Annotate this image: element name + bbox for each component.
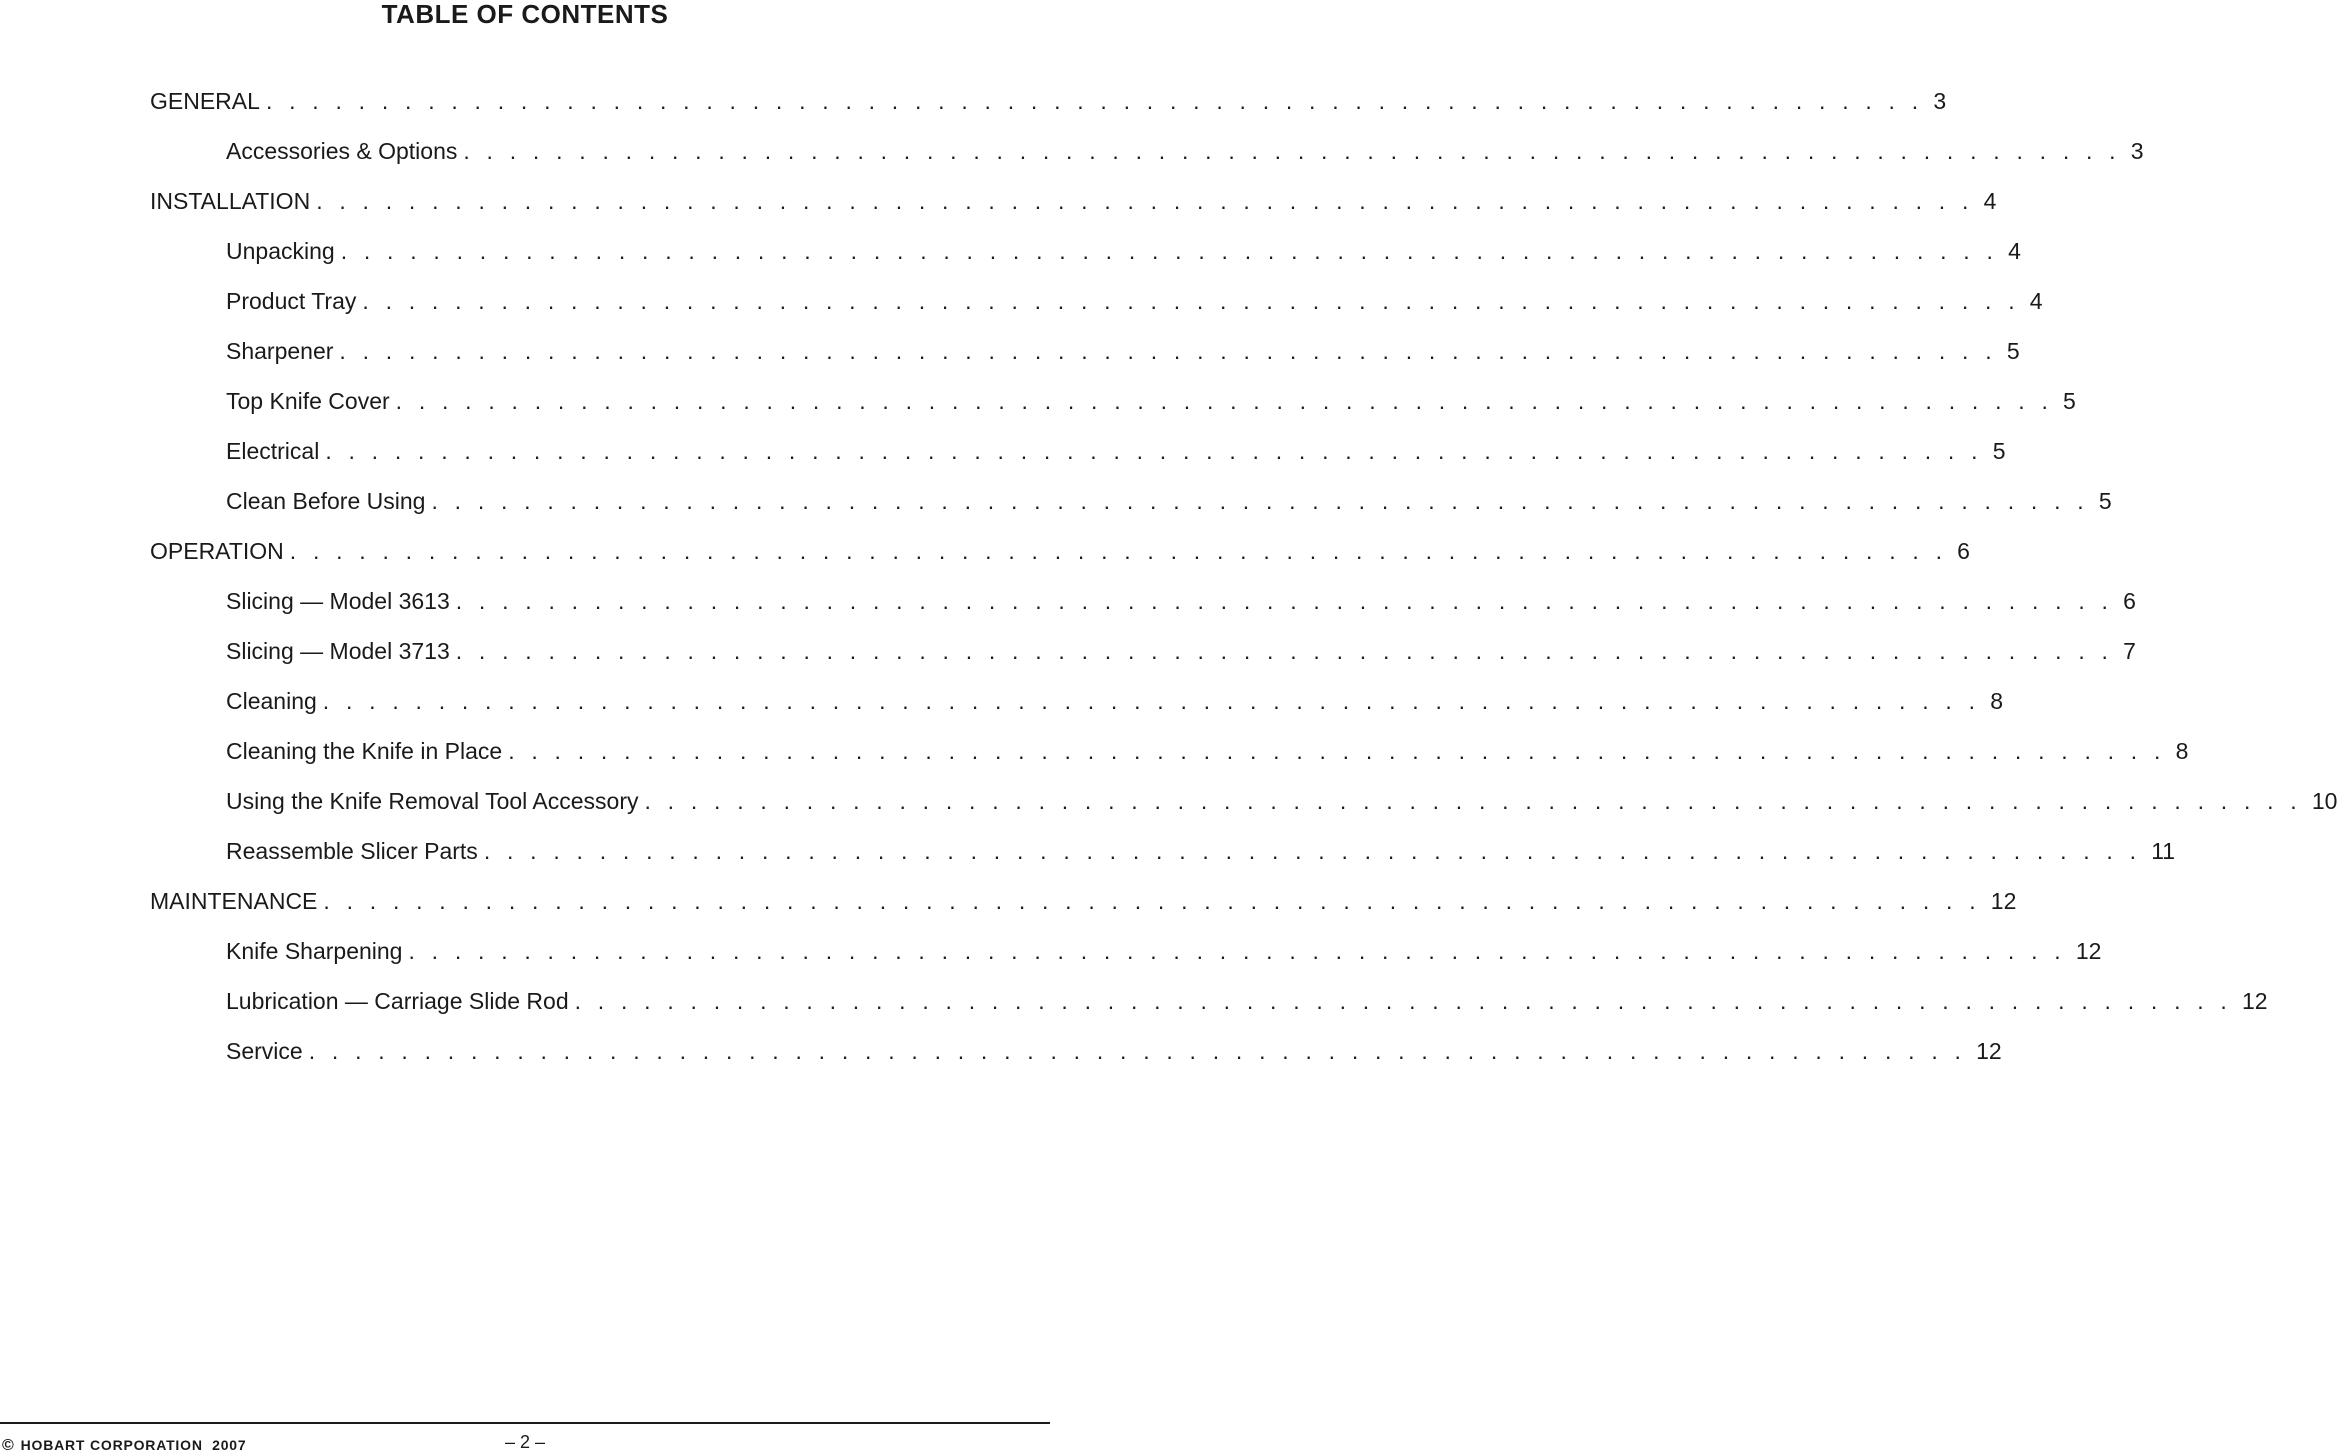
toc-dot-leader: . . . . . . . . . . . . . . . . . . . . . . . . . . . . . . . . . . . . . . . . . . . . . . . . . . . . . . . . . . . . . . . . . . . . . . . .: [323, 888, 1981, 914]
toc-entry-page-number: 12: [1990, 888, 2017, 914]
toc-entry-page-number: 12: [2075, 938, 2102, 964]
toc-subsection-entry: [0, 325, 2020, 375]
page-title: TABLE OF CONTENTS: [381, 0, 669, 29]
toc-entry-page-number: 12: [1976, 1038, 2002, 1064]
toc-entry-label: Clean Before Using: [226, 488, 426, 514]
toc-entry-page-number: 5: [2006, 338, 2020, 364]
toc-subsection-entry: [0, 725, 2189, 775]
toc-subsection-entry: [0, 425, 2006, 475]
toc-dot-leader: . . . . . . . . . . . . . . . . . . . . . . . . . . . . . . . . . . . . . . . . . . . . . . . . . . . . . . . . . . . . . . . . . . . . . . . .: [265, 88, 1924, 114]
toc-subsection-entry: [0, 125, 2144, 175]
toc-subsection-entry: [0, 775, 2337, 825]
toc-dot-leader: . . . . . . . . . . . . . . . . . . . . . . . . . . . . . . . . . . . . . . . . . . . . . . . . . . . . . . . . . . . . . . . . . . . . . . . .: [339, 338, 1997, 364]
toc-entry-label: Knife Sharpening: [226, 938, 403, 964]
toc-entry-row: [226, 637, 2136, 665]
footer-page-number: – 2 –: [504, 1432, 546, 1452]
footer-divider: [0, 1422, 1050, 1424]
toc-entry-label: INSTALLATION: [150, 188, 311, 214]
toc-section-entry: [0, 175, 1997, 225]
toc-entry-page-number: 4: [2008, 238, 2021, 264]
toc-dot-leader: . . . . . . . . . . . . . . . . . . . . . . . . . . . . . . . . . . . . . . . . . . . . . . . . . . . . . . . . . . . . . . . . . . . . . . . .: [289, 538, 1948, 564]
toc-entry-row: [226, 987, 2268, 1015]
table-of-contents: [0, 75, 2337, 1075]
toc-entry-row: [226, 837, 2176, 865]
toc-dot-leader: . . . . . . . . . . . . . . . . . . . . . . . . . . . . . . . . . . . . . . . . . . . . . . . . . . . . . . . . . . . . . . . . . . . . . . . .: [316, 188, 1974, 214]
toc-entry-page-number: 11: [2151, 838, 2176, 864]
toc-subsection-entry: [0, 975, 2268, 1025]
toc-entry-page-number: 10: [2311, 788, 2337, 814]
toc-entry-page-number: 4: [2029, 288, 2043, 314]
toc-section-entry: [0, 525, 1970, 575]
toc-entry-label: Product Tray: [226, 288, 357, 314]
toc-entry-label: Reassemble Slicer Parts: [226, 838, 478, 864]
copyright-icon: ©: [2, 1437, 15, 1454]
toc-entry-row: [226, 487, 2112, 515]
toc-dot-leader: . . . . . . . . . . . . . . . . . . . . . . . . . . . . . . . . . . . . . . . . . . . . . . . . . . . . . . . . . . . . . . . . . . . . . . . .: [325, 438, 1983, 464]
toc-entry-label: Lubrication — Carriage Slide Rod: [226, 988, 569, 1014]
toc-dot-leader: . . . . . . . . . . . . . . . . . . . . . . . . . . . . . . . . . . . . . . . . . . . . . . . . . . . . . . . . . . . . . . . . . . . . . . . .: [322, 688, 1981, 714]
toc-dot-leader: . . . . . . . . . . . . . . . . . . . . . . . . . . . . . . . . . . . . . . . . . . . . . . . . . . . . . . . . . . . . . . . . . . . . . . . .: [308, 1038, 1967, 1064]
toc-subsection-entry: [0, 375, 2076, 425]
toc-entry-row: [150, 187, 1997, 215]
toc-entry-page-number: 3: [1933, 88, 1947, 114]
toc-entry-label: Cleaning: [226, 688, 317, 714]
toc-entry-row: [150, 887, 2017, 915]
toc-subsection-entry: [0, 275, 2043, 325]
toc-entry-row: [226, 737, 2189, 765]
toc-entry-label: Electrical: [226, 438, 320, 464]
toc-dot-leader: . . . . . . . . . . . . . . . . . . . . . . . . . . . . . . . . . . . . . . . . . . . . . . . . . . . . . . . . . . . . . . . . . . . . . . . .: [644, 788, 2302, 814]
toc-subsection-entry: [0, 225, 2021, 275]
toc-entry-row: [226, 587, 2136, 615]
toc-entry-page-number: 8: [1990, 688, 2003, 714]
copyright-text: HOBART CORPORATION 2007: [20, 1437, 247, 1453]
toc-entry-label: OPERATION: [150, 538, 284, 564]
toc-dot-leader: . . . . . . . . . . . . . . . . . . . . . . . . . . . . . . . . . . . . . . . . . . . . . . . . . . . . . . . . . . . . . . . . . . . . . . . .: [455, 588, 2114, 614]
toc-subsection-entry: [0, 1025, 2002, 1075]
toc-entry-page-number: 12: [2242, 988, 2268, 1014]
toc-dot-leader: . . . . . . . . . . . . . . . . . . . . . . . . . . . . . . . . . . . . . . . . . . . . . . . . . . . . . . . . . . . . . . . . . . . . . . . .: [508, 738, 2166, 764]
toc-entry-row: [226, 287, 2043, 315]
toc-entry-row: [226, 387, 2076, 415]
toc-entry-label: Unpacking: [226, 238, 335, 264]
toc-entry-page-number: 6: [1957, 538, 1970, 564]
toc-subsection-entry: [0, 925, 2102, 975]
toc-subsection-entry: [0, 575, 2136, 625]
toc-entry-row: [150, 87, 1947, 115]
toc-entry-page-number: 5: [2098, 488, 2112, 514]
toc-section-entry: [0, 875, 2017, 925]
toc-dot-leader: . . . . . . . . . . . . . . . . . . . . . . . . . . . . . . . . . . . . . . . . . . . . . . . . . . . . . . . . . . . . . . . . . . . . . . . .: [395, 388, 2054, 414]
toc-entry-page-number: 3: [2130, 138, 2144, 164]
toc-dot-leader: . . . . . . . . . . . . . . . . . . . . . . . . . . . . . . . . . . . . . . . . . . . . . . . . . . . . . . . . . . . . . . . . . . . . . . . .: [362, 288, 2020, 314]
toc-subsection-entry: [0, 675, 2003, 725]
toc-dot-leader: . . . . . . . . . . . . . . . . . . . . . . . . . . . . . . . . . . . . . . . . . . . . . . . . . . . . . . . . . . . . . . . . . . . . . . . .: [455, 638, 2114, 664]
toc-entry-label: Using the Knife Removal Tool Accessory: [226, 788, 639, 814]
toc-entry-row: [226, 1037, 2002, 1065]
toc-subsection-entry: [0, 825, 2176, 875]
toc-dot-leader: . . . . . . . . . . . . . . . . . . . . . . . . . . . . . . . . . . . . . . . . . . . . . . . . . . . . . . . . . . . . . . . . . . . . . . . .: [408, 938, 2066, 964]
toc-entry-label: MAINTENANCE: [150, 888, 318, 914]
toc-entry-label: GENERAL: [150, 88, 260, 114]
toc-entry-row: [226, 137, 2144, 165]
toc-entry-label: Service: [226, 1038, 303, 1064]
toc-entry-label: Cleaning the Knife in Place: [226, 738, 503, 764]
toc-entry-row: [226, 237, 2021, 265]
toc-dot-leader: . . . . . . . . . . . . . . . . . . . . . . . . . . . . . . . . . . . . . . . . . . . . . . . . . . . . . . . . . . . . . . . . . . . . . . . .: [463, 138, 2121, 164]
toc-entry-page-number: 8: [2175, 738, 2189, 764]
toc-entry-row: [150, 537, 1970, 565]
toc-entry-label: Sharpener: [226, 338, 334, 364]
toc-entry-label: Accessories & Options: [226, 138, 458, 164]
toc-subsection-entry: [0, 625, 2136, 675]
toc-entry-label: Slicing — Model 3713: [226, 638, 450, 664]
toc-entry-page-number: 7: [2123, 638, 2136, 664]
toc-entry-page-number: 5: [1992, 438, 2006, 464]
toc-entry-row: [226, 437, 2006, 465]
toc-entry-page-number: 6: [2123, 588, 2136, 614]
toc-entry-page-number: 4: [1983, 188, 1997, 214]
toc-dot-leader: . . . . . . . . . . . . . . . . . . . . . . . . . . . . . . . . . . . . . . . . . . . . . . . . . . . . . . . . . . . . . . . . . . . . . . . .: [483, 838, 2142, 864]
toc-entry-label: Slicing — Model 3613: [226, 588, 450, 614]
toc-entry-label: Top Knife Cover: [226, 388, 390, 414]
toc-subsection-entry: [0, 475, 2112, 525]
toc-dot-leader: . . . . . . . . . . . . . . . . . . . . . . . . . . . . . . . . . . . . . . . . . . . . . . . . . . . . . . . . . . . . . . . . . . . . . . . .: [431, 488, 2089, 514]
toc-entry-page-number: 5: [2063, 388, 2076, 414]
toc-entry-row: [226, 337, 2020, 365]
toc-entry-row: [226, 937, 2102, 965]
toc-dot-leader: . . . . . . . . . . . . . . . . . . . . . . . . . . . . . . . . . . . . . . . . . . . . . . . . . . . . . . . . . . . . . . . . . . . . . . . .: [340, 238, 1999, 264]
toc-entry-row: [226, 787, 2337, 815]
toc-entry-row: [226, 687, 2003, 715]
toc-dot-leader: . . . . . . . . . . . . . . . . . . . . . . . . . . . . . . . . . . . . . . . . . . . . . . . . . . . . . . . . . . . . . . . . . . . . . . . .: [574, 988, 2233, 1014]
toc-section-entry: [0, 75, 1947, 125]
